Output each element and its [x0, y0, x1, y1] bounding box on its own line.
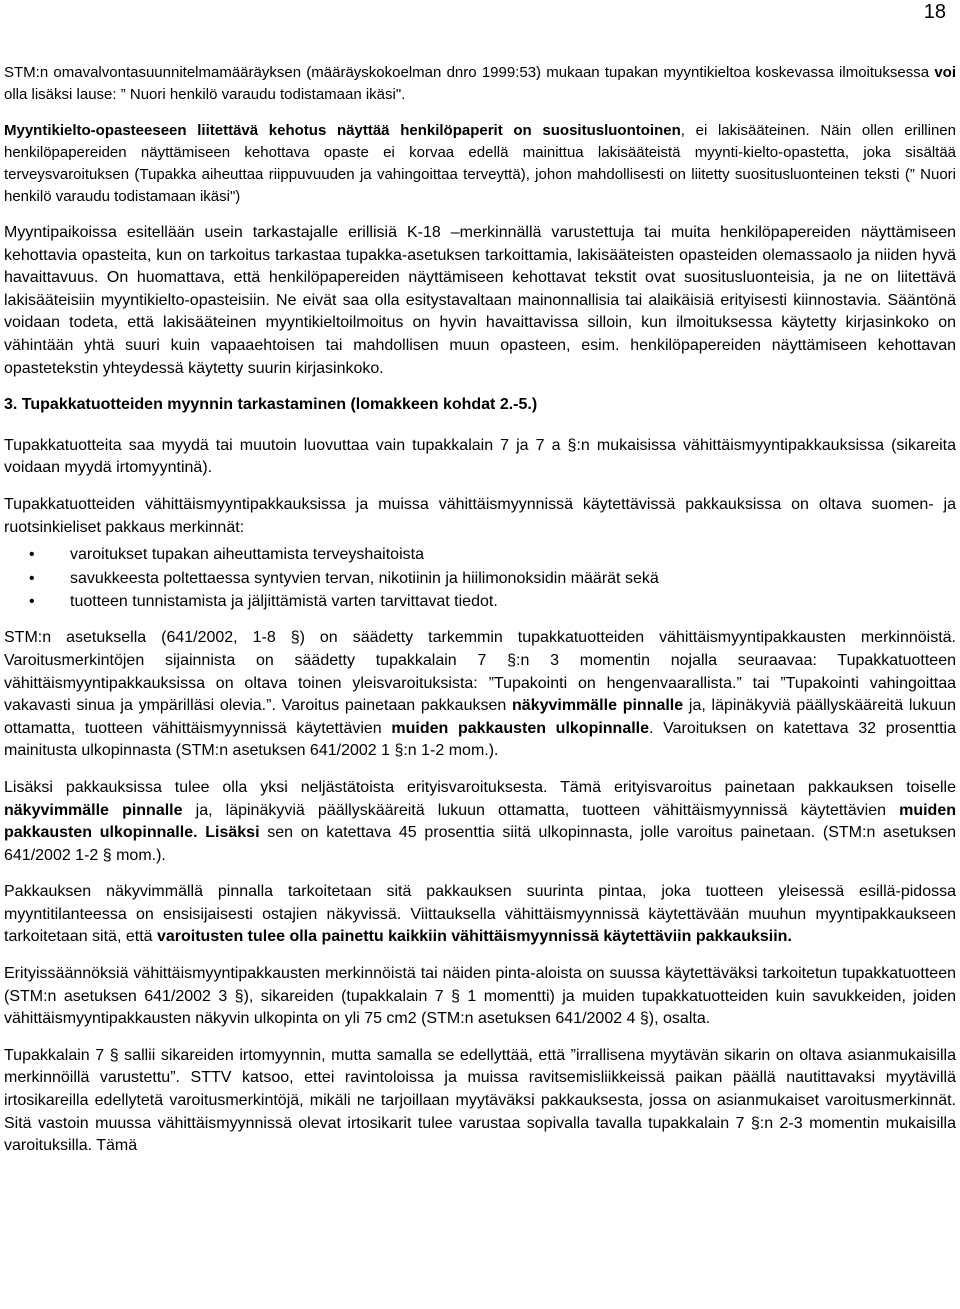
paragraph-myyntipaikat: Myyntipaikoissa esitellään usein tarkastajalle erillisiä K-18 –merkinnällä varustettuja tai muita henkilöpapereiden näyttämiseen kehottavia opasteita, kun on tarkoitus tarkastaa tupakka-asetuksen tarkoittamia, lakisääteisten opasteiden olemassaolo ja niiden hyvä havaittavuus. On huomattava, että henkilöpapereiden näyttämiseen kehottavat tekstit ovat suositusluonteisia, ja ne on liitettävä lakisääteisiin myyntikielto-opasteisiin. Ne eivät saa olla esitystavaltaan mainonnallisia tai alaikäisiä erityisesti kiinnostavia. Sääntönä voidaan todeta, että lakisääteinen myyntikieltoilmoitus on hyvin havaittavissa silloin, kun ilmoituksessa käytetty kirjasinkoko on vähintään yhtä suuri kuin vapaaehtoisen tai mahdollisen muun opasteen, esim. henkilöpapereiden näyttämiseen kehottavan opastetekstin yhteydessä käytetty suurin kirjasinkoko.: [4, 224, 956, 377]
paragraph-myynti-pakkaukset: Tupakkatuotteita saa myydä tai muutoin luovuttaa vain tupakkalain 7 ja 7 a §:n mukaisissa vähittäismyyntipakkauksissa (sikareita voidaan myydä irtomyyntinä).: [4, 436, 956, 477]
paragraph-nakyvin-pinta: [4, 881, 956, 949]
paragraph-pakkausmerkinnat: Tupakkatuotteiden vähittäismyyntipakkauksissa ja muissa vähittäismyynnissä käytettävissä pakkauksissa on oltava suomen- ja ruotsinkieliset pakkaus merkinnät:: [4, 495, 956, 536]
paragraph-erityisvaroitus-bold-b: näkyvimmälle pinnalle: [4, 801, 183, 819]
paragraph-erityisvaroitus-text-e: sen on katettava 45 prosenttia siitä ulkopinnasta, jolle varoitus painetaan. (STM:n asetuksen 641/2002 1-2 § mom.).: [4, 824, 956, 864]
list-item: • varoitukset tupakan aiheuttamista terveyshaitoista: [4, 543, 956, 566]
paragraph-intro-text-a: STM:n omavalvontasuunnitelmamääräyksen (määräyskokoelman dnro 1999:53) mukaan tupakan myyntikieltoa koskevassa ilmoituksessa: [4, 64, 935, 81]
list-item: • tuotteen tunnistamista ja jäljittämistä varten tarvittavat tiedot.: [4, 590, 956, 613]
paragraph-nakyvin-pinta-text: Pakkauksen näkyvimmällä pinnalla tarkoitetaan sitä pakkauksen suurinta pintaa, joka tuotteen yleisessä esillä-pidossa myyntitilanteessa on ensisijaisesti ostajien näkyvissä. Viittauksella vähittäismyynnissä käytettävään muuhun myyntipakkaukseen tarkoitetaan sitä, että: [4, 883, 956, 946]
paragraph-erityissaannokset: Erityissäännöksiä vähittäismyyntipakkausten merkinnöistä tai näiden pinta-aloista on suussa käytettäväksi tarkoitetun tupakkatuotteen (STM:n asetuksen 641/2002 3 §), sikareiden (tupakkalain 7 § 1 momentti) ja muiden tupakkatuotteiden kuin savukkeiden, joiden vähittäismyyntipakkausten näkyvin ulkopinta on yli 75 cm2 (STM:n asetuksen 641/2002 4 §), osalta.: [4, 965, 956, 1028]
paragraph-intro-text-c: olla lisäksi lause: ” Nuori henkilö varaudu todistamaan ikäsi".: [4, 86, 406, 103]
paragraph-asetus: [4, 627, 956, 763]
paragraph-myyntikielto-bold: Myyntikielto-opasteeseen liitettävä kehotus näyttää henkilöpaperit on suositusluontoinen: [4, 122, 681, 139]
paragraph-erityisvaroitus-bold-d: muiden pakkausten ulkopinnalle. Lisäksi: [4, 801, 956, 842]
paragraph-asetus-text-a: STM:n asetuksella (641/2002, 1-8 §) on säädetty tarkemmin tupakkatuotteiden vähittäismyyntipakkausten merkinnöistä. Varoitusmerkintöjen sijainnista on säädetty tupakkalain 7 §:n 3 momentin nojalla seuraavaa: Tupakkatuotteen vähittäismyyntipakkauksissa on oltava toinen yleisvaroituksista: ”Tupakointi on hengenvaarallista.” tai ”Tupakointi vahingoittaa vakavasti sinua ja ympärilläsi olevia.”. Varoitus painetaan pakkauksen: [4, 629, 956, 715]
paragraph-intro-emphasis: voi: [934, 64, 956, 81]
bullet-list: [4, 543, 956, 613]
paragraph-asetus-bold-d: muiden pakkausten ulkopinnalle: [391, 719, 650, 737]
paragraph-erityisvaroitus: [4, 777, 956, 867]
page-number: 18: [923, 1, 946, 23]
list-item: • savukkeesta poltettaessa syntyvien tervan, nikotiinin ja hiilimonoksidin määrät sekä: [4, 567, 956, 590]
paragraph-intro: [4, 62, 956, 106]
paragraph-asetus-text-c: ja, läpinäkyviä päällyskääreitä lukuun ottamatta, tuotteen vähittäismyynnissä käytettävien: [4, 697, 956, 737]
paragraph-asetus-text-e: . Varoituksen on katettava 32 prosenttia mainitusta ulkopinnasta (STM:n asetuksen 641/2002 1 §:n 1-2 mom.).: [4, 719, 956, 760]
paragraph-erityisvaroitus-text-c: ja, läpinäkyviä päällyskääreitä lukuun ottamatta, tuotteen vähittäismyynnissä käytettävien: [182, 801, 900, 819]
section-heading: 3. Tupakkatuotteiden myynnin tarkastaminen (lomakkeen kohdat 2.-5.): [4, 396, 538, 414]
paragraph-myyntikielto: [4, 120, 956, 208]
paragraph-nakyvin-pinta-bold: varoitusten tulee olla painettu kaikkiin vähittäismyynnissä käytettäviin pakkauksiin.: [156, 928, 792, 946]
paragraph-asetus-bold-b: näkyvimmälle pinnalle: [512, 697, 684, 715]
paragraph-erityisvaroitus-text-a: Lisäksi pakkauksissa tulee olla yksi neljästätoista erityisvaroituksesta. Tämä erityisvaroitus painetaan pakkauksen toiselle: [4, 778, 956, 796]
paragraph-myyntikielto-text: , ei lakisääteinen. Näin ollen erillinen henkilöpapereiden näyttämiseen kehottava opaste ei korvaa edellä mainittua lakisääteistä myynti-kielto-opastetta, joka sisältää terveysvaroituksen (Tupakka aiheuttaa riippuvuuden ja vahingoittaa terveyttä), johon mahdollisesti on liitetty suositusluonteinen teksti (” Nuori henkilö varaudu todistamaan ikäsi"): [4, 122, 956, 205]
document-body: [4, 62, 956, 1172]
paragraph-sikarit: Tupakkalain 7 § sallii sikareiden irtomyynnin, mutta samalla se edellyttää, että ”irrallisena myytävän sikarin on oltava asianmukaisilla merkinnöillä varustettu”. STTV katsoo, ettei ravintoloissa ja muissa ravitsemisliikkeissä paikan päällä nautittavaksi myytävillä irtosikareilla edellytetä varoitusmerkintöjä, mikäli ne tarjoillaan myytäväksi pakkauksesta, jossa on asianmukaiset varoitusmerkinnät. Sitä vastoin muussa vähittäismyynnissä olevat irtosikarit tulee varustaa sopivalla tavalla tupakkalain 7 §:n 2-3 momentin mukaisilla varoituksilla. Tämä: [4, 1046, 956, 1155]
